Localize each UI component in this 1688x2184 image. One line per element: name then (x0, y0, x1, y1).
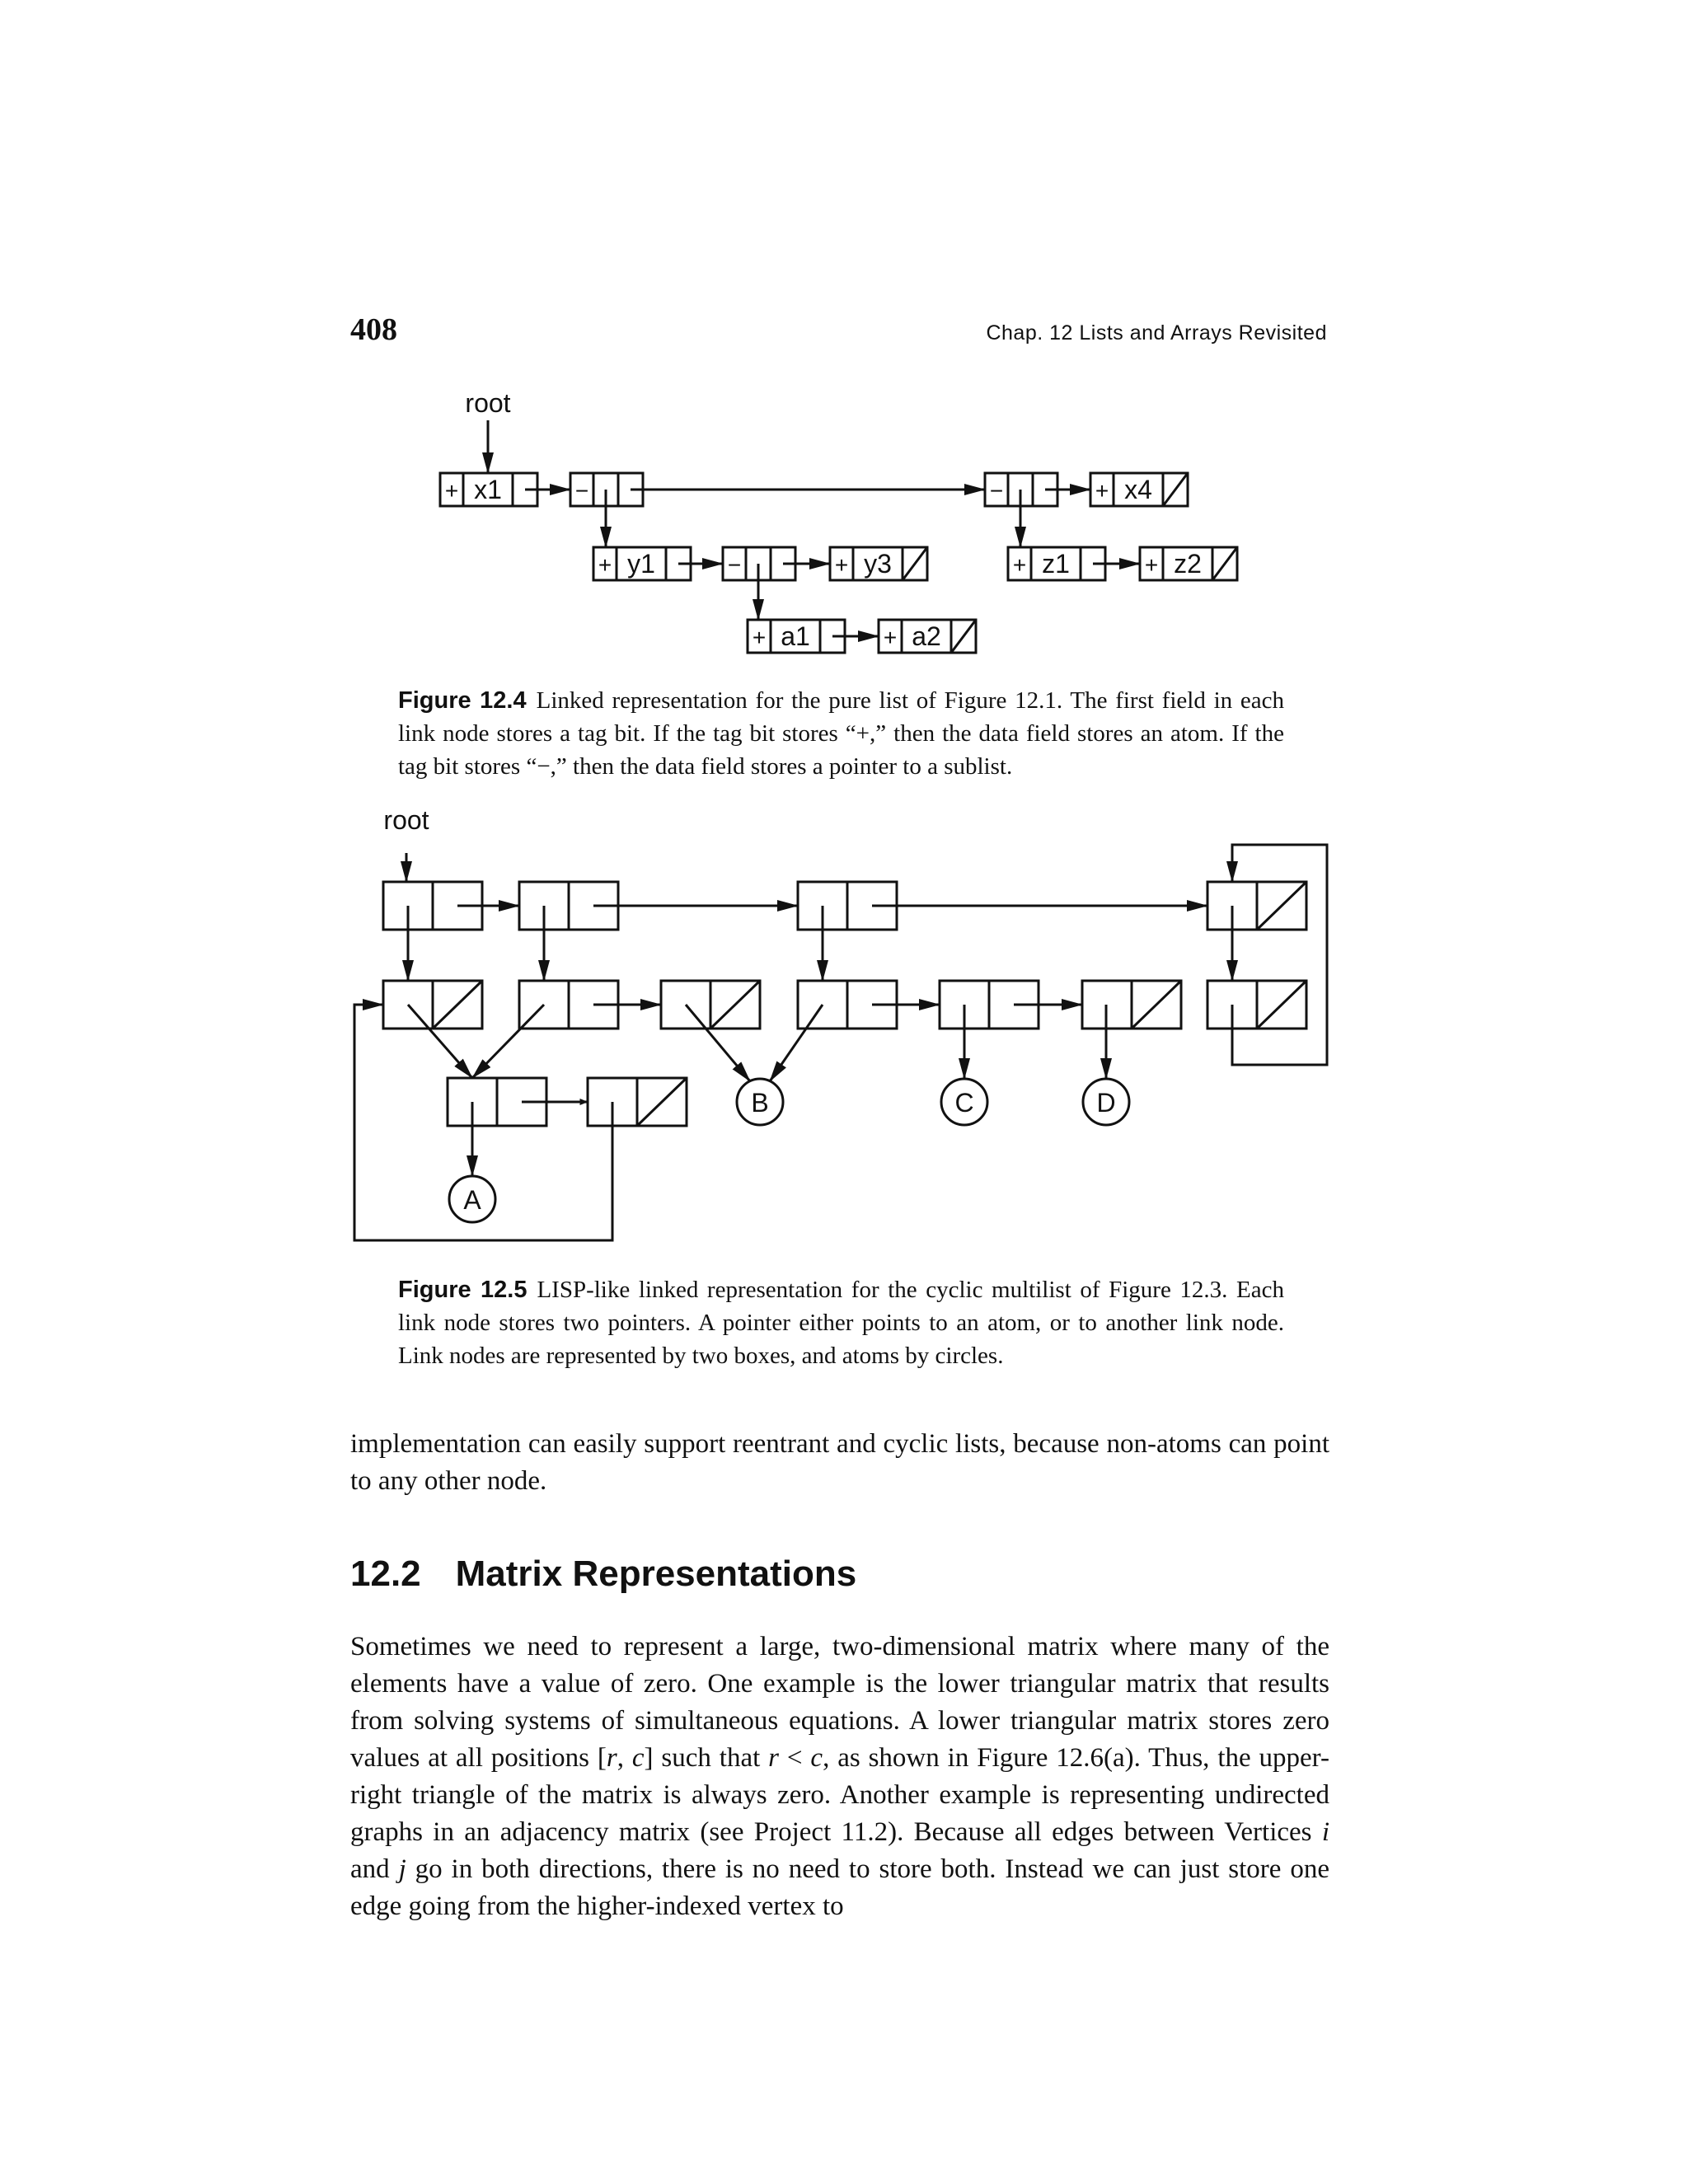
atom-z1: z1 (1042, 549, 1070, 579)
tag-plus: + (444, 478, 459, 504)
math-var: c (631, 1743, 645, 1773)
atom-d-label: D (1096, 1088, 1116, 1118)
figure-12-5-caption (398, 1273, 1284, 1372)
math-var: c (810, 1743, 823, 1773)
root-label: root (383, 805, 429, 835)
atom-z2: z2 (1174, 549, 1202, 579)
tag-minus: − (989, 478, 1004, 504)
figure-12-5-caption-text: LISP-like linked representation for the cyclic multilist of Figure 12.3. Each link node stores two pointers. A pointer either points to an atom, or to another link node. Link nodes are represented by two boxes, and atoms by circles. (398, 1277, 1284, 1369)
text-run: Sometimes we need to represent a large, two-dimensional matrix where many of the elements have a value of zero. One example is the lower triangular matrix that results from solving systems of simultaneous equations. A lower triangular matrix stores zero values at all positions [ (350, 1632, 1329, 1773)
paragraph-matrix-intro (350, 1629, 1329, 1925)
text-run: go in both directions, there is no need to store both. Instead we can just store one edge going from the higher-indexed vertex to (350, 1854, 1329, 1921)
link-node-r2-3 (661, 981, 760, 1029)
text-run: ] such that (644, 1743, 769, 1773)
math-var: r (768, 1743, 779, 1773)
figure-12-5-label: Figure 12.5 (398, 1277, 528, 1303)
tag-minus: − (727, 552, 742, 578)
section-title: Matrix Representations (455, 1554, 857, 1594)
section-heading (350, 1554, 856, 1595)
math-var: j (398, 1854, 406, 1884)
running-head: Chap. 12 Lists and Arrays Revisited (986, 321, 1327, 344)
page-number: 408 (350, 312, 397, 347)
link-node-r2-7 (1207, 981, 1306, 1029)
atom-x4: x4 (1124, 475, 1152, 504)
figure-12-4-caption-text: Linked representation for the pure list of Figure 12.1. The first field in each link node stores a tag bit. If the tag bit stores “+,” then the data field stores an atom. If the tag bit stores “−,” then the data field stores a pointer to a sublist. (398, 687, 1284, 780)
link-node-r1-4 (1207, 882, 1306, 930)
tag-plus: + (1144, 552, 1159, 578)
atom-a2: a2 (912, 621, 941, 651)
atom-b-label: B (751, 1088, 769, 1118)
paragraph-continuation: implementation can easily support reentrant and cyclic lists, because non-atoms can point to any other node. (350, 1429, 1329, 1496)
tag-plus: + (752, 625, 767, 650)
math-var: r (606, 1743, 617, 1773)
text-run: and (350, 1854, 399, 1884)
link-node-r2-6 (1082, 981, 1181, 1029)
atom-a1: a1 (781, 621, 810, 651)
figure-12-4-caption (398, 684, 1284, 783)
math-var: i (1321, 1817, 1329, 1847)
text-run: , (617, 1743, 632, 1773)
atom-y3: y3 (864, 549, 892, 579)
text-run: , as shown in Figure 12.6(a). Thus, the upper-right triangle of the matrix is always zero. Another example is representing undirected graphs in an adjacency matrix (see Project 11.2). Because all edges between Vertices (350, 1743, 1329, 1847)
atom-a-label: A (463, 1185, 481, 1215)
tag-plus: + (834, 552, 849, 578)
tag-plus: + (883, 625, 898, 650)
atom-x1: x1 (474, 475, 502, 504)
tag-plus: + (1012, 552, 1027, 578)
figure-12-4-label: Figure 12.4 (398, 687, 527, 714)
atom-y1: y1 (627, 549, 655, 579)
link-node-r2-1 (383, 981, 482, 1029)
text-run: < (779, 1743, 811, 1773)
root-label: root (465, 388, 511, 418)
link-node-r3-2 (588, 1078, 687, 1126)
tag-plus: + (1095, 478, 1109, 504)
section-number: 12.2 (350, 1554, 421, 1594)
tag-minus: − (574, 478, 589, 504)
tag-plus: + (598, 552, 612, 578)
atom-c-label: C (954, 1088, 974, 1118)
